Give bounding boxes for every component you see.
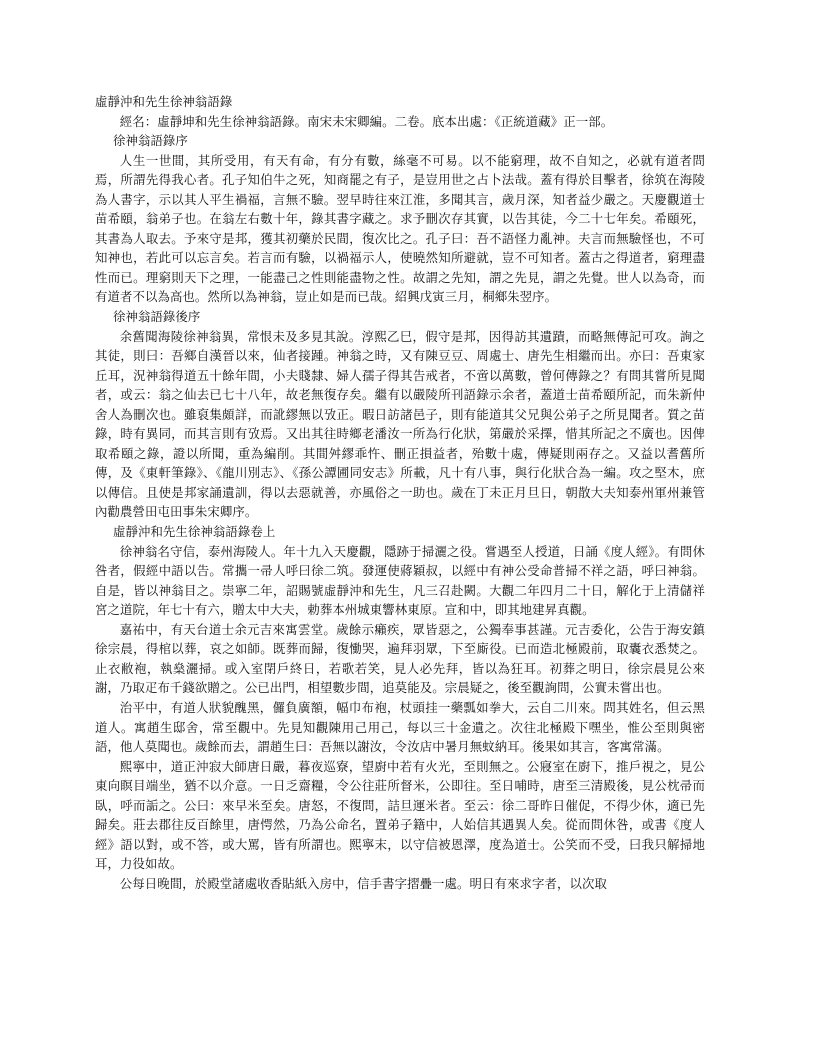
volume-heading: 虛靜沖和先生徐神翁語錄卷上 <box>112 524 276 540</box>
scripture-metadata: 經名：虛靜坤和先生徐神翁語錄。南宋未宋卿編。二卷。底本出處：《正統道藏》正一部。 <box>119 113 614 129</box>
postface-heading: 徐神翁語錄後序 <box>112 309 201 325</box>
doc-title: 虛靜沖和先生徐神翁語錄 <box>95 94 233 109</box>
body-paragraph-5: 公每日晚間，於殿堂諸處收香貼紙入房中，信手書字摺疊一處。明日有來求字者，以次取 <box>119 875 607 891</box>
preface-heading: 徐神翁語錄序 <box>112 133 188 149</box>
postface-body: 余舊聞海陵徐神翁異，常恨未及多見其說。淳熙乙巳，假守是邦，因得訪其遺蹟，而略無傳記可攻。詢之其徒，則曰：吾鄉自漢晉以來，仙者接踵。神翁之時，又有陳豆豆、周處士、唐先生相繼而出。亦曰：吾東家丘耳，況神翁得道五十餘年間，小夫賤隸、婦人孺子得其告戒者，不啻以萬數，曾何傳錄之？有問其嘗所見聞者，或云：翁之仙去已七十八年，故老無復存矣。繼有以嚴陵所刊語錄示余者，蓋道士苗希頤所記，而朱新仲舍人為刪次也。雖裒集頗詳，而訛繆無以攷正。暇日訪諸邑子，則有能道其父兄與公弟子之所見聞者。質之苗錄，時有異同，而其言則有攷焉。又出其往時鄉老潘汝一所為行化狀，第嚴於采擇，惜其所記之不廣也。因俾取希頤之錄，證以所聞，重為編削。其間舛繆乖忤、刪正損益者，殆數十處，傳疑則兩存之。又益以耆舊所傳，及《東軒筆錄》、《龍川別志》、《孫公譚圃同安志》所載，凡十有八事，與行化狀合為一編。攻之堅木，庶以傳信。且使是邦家誦遺訓，得以去惡就善，亦風俗之一助也。歲在丁未正月旦日，朝散大夫知泰州軍州兼管內勸農營田屯田事朱宋卿序。 <box>95 328 705 520</box>
body-paragraph-4: 熙寧中，道正沖寂大師唐日嚴，暮夜巡寮，望廚中若有火光，至則無之。公寢室在廚下，推戶視之，見公東向瞑目端坐，猶不以介意。一日乏齋糧，令公往莊所督米，公即往。至日哺時，唐至三清殿後，見公枕帚而臥，呼而詬之。公曰：來早米至矣。唐怒，不復問，詰旦運米者。至云：徐二哥昨日催促，不得少休，適已先歸矣。莊去郡往反百餘里，唐愕然，乃為公命名，置弟子籍中，人始信其遇異人矣。從而問休咎，或書《度人經》語以對，或不答，或大罵，皆有所謂也。熙寧末，以守信被恩澤，度為道士。公笑而不受，曰我只解掃地耳，力役如故。 <box>95 758 705 872</box>
body-paragraph-2: 嘉祐中，有天台道士余元吉來寓雲堂。歲餘示癩疾，眾皆惡之，公獨奉事甚謹。元吉委化，公告于海安鎮徐宗晨，得棺以葬，哀之如師。既葬而歸，復慟哭，遍拜羽眾，下至廝役。已而造北極殿前，取囊衣悉焚之。止衣敝袍，執燊灑掃。或入室閉戶終日，若歌若笑，見人必先拜，皆以為狂耳。初葬之明日，徐宗晨見公來謝，乃取疋布千錢欲贈之。公已出門，相望數步間，追莫能及。宗晨疑之，後至觀詢問，公實未嘗出也。 <box>95 621 705 696</box>
body-paragraph-3: 治平中，有道人狀貌醜黑，儸負廣額，幅巾布袍，杖頭挂一藥瓢如拳大，云自二川來。問其姓名，但云黑道人。寓趙生邸舍，常至觀中。先見知觀陳用己用己，每以三十金遺之。次往北極殿下嘿坐，惟公至則與密語，他人莫聞也。歲餘而去，謂趙生曰：吾無以謝汝，令汝店中暑月無蚊納耳。後果如其言，客寓常滿。 <box>95 699 705 755</box>
preface-body: 人生一世間，其所受用，有天有命，有分有數，絲毫不可易。以不能窮理，故不自知之，必就有道者問焉，所謂先得我心者。孔子知伯牛之死，知商罷之有子，是豈用世之占卜法哉。蓋有得於目擊者，徐筑在海陵為人書字，示以其人平生禍福，言無不驗。翌早時往來江淮，多聞其言，歲月深，知者益少嚴之。天慶觀道士苗希頤，翁弟子也。在翁左右數十年，錄其書字藏之。求予刪次存其實，以告其徒，今二十七年矣。希頤死，其書為人取去。予來守是邦，獲其初藥於民間，復次比之。孔子曰：吾不語怪力亂神。夫言而無驗怪也，不可知神也，若此可以忘言矣。若言而有驗，以禍福示人，使曉然知所避就，豈不可知者。蓋古之得道者，窮理盡性而已。理窮則天下之理，一能盡己之性則能盡物之性。故謂之先知，謂之先見，謂之先覺。世人以為奇，而有道者不以為高也。然所以為神翁，豈止如是而已哉。紹興戊寅三月，桐鄉朱翌序。 <box>95 152 705 305</box>
document-text-column <box>95 92 705 893</box>
body-paragraph-1: 徐神翁名守信，泰州海陵人。年十九入天慶觀，隱跡于掃灑之役。嘗遇至人授道，日誦《度人經》。有問休咎者，假經中語以告。常攜一帚人呼曰徐二筑。發運使蔣穎叔，以經中有神公受命普掃不祥之語，呼曰神翁。自是，皆以神翁目之。崇寧二年，詔賜號虛靜沖和先生，凡三召赴闕。大觀二年四月二十日，解化于上清儲祥宮之道院，年七十有六，贈太中大夫，勅葬本州城東響林東原。宣和中，即其地建昇真觀。 <box>95 543 705 618</box>
